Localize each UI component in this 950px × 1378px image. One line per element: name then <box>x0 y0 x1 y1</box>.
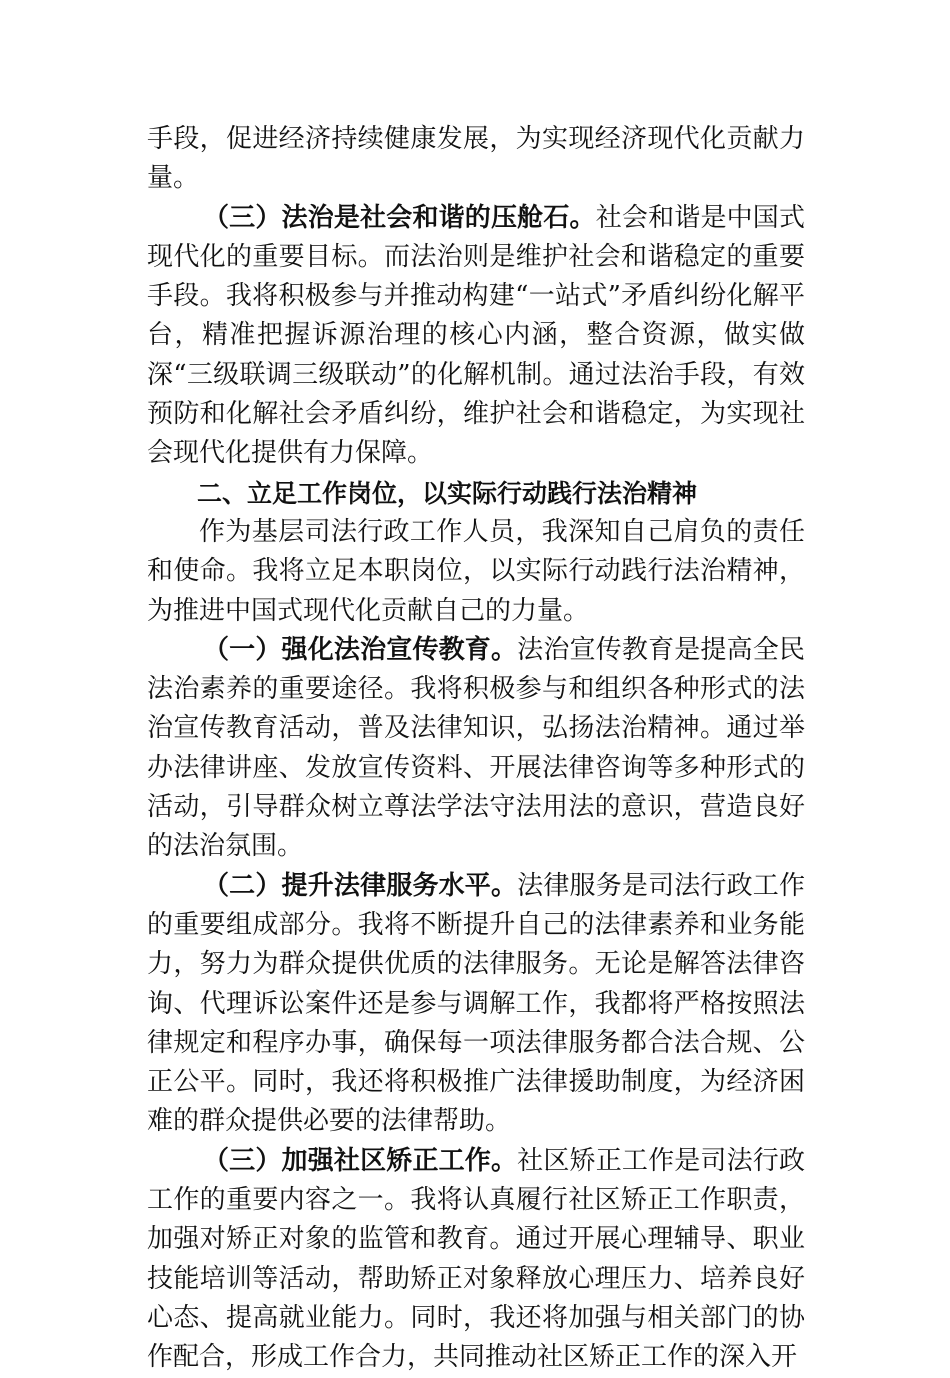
paragraph-text: 社会和谐是中国式现代化的重要目标。而法治则是维护社会和谐稳定的重要手段。我将积极参与并推动构建“一站式”矛盾纠纷化解平台，精准把握诉源治理的核心内涵，整合资源，做实做深“三级联调三级联动”的化解机制。通过法治手段，有效预防和化解社会矛盾纠纷，维护社会和谐稳定，为实现社会现代化提供有力保障。 <box>147 202 805 469</box>
paragraph-continued <box>147 120 805 199</box>
paragraph-text: 法治宣传教育是提高全民法治素养的重要途径。我将积极参与和组织各种形式的法治宣传教育活动，普及法律知识，弘扬法治精神。通过举办法律讲座、发放宣传资料、开展法律咨询等多种形式的活动，引导群众树立尊法学法守法用法的意识，营造良好的法治氛围。 <box>147 634 805 862</box>
paragraph-rule-of-law-harmony <box>147 199 805 474</box>
paragraph-text: 作为基层司法行政工作人员，我深知自己肩负的责任和使命。我将立足本职岗位，以实际行动践行法治精神，为推进中国式现代化贡献自己的力量。 <box>147 516 805 626</box>
paragraph-community-correction <box>147 1142 805 1378</box>
paragraph-text: 手段，促进经济持续健康发展，为实现经济现代化贡献力量。 <box>147 124 805 194</box>
paragraph-lead: （三）法治是社会和谐的压舱石。 <box>203 202 596 233</box>
paragraph-text: 社区矫正工作是司法行政工作的重要内容之一。我将认真履行社区矫正工作职责，加强对矫正对象的监管和教育。通过开展心理辅导、职业技能培训等活动，帮助矫正对象释放心理压力、培养良好心态、提高就业能力。同时，我还将加强与相关部门的协作配合，形成工作合力，共同推动社区矫正工作的深入开 <box>147 1145 805 1373</box>
paragraph-legal-services <box>147 867 805 1142</box>
document-body <box>147 120 805 1378</box>
paragraph-text: 法律服务是司法行政工作的重要组成部分。我将不断提升自己的法律素养和业务能力，努力为群众提供优质的法律服务。无论是解答法律咨询、代理诉讼案件还是参与调解工作，我都将严格按照法律规定和程序办事，确保每一项法律服务都合法合规、公正公平。同时，我还将积极推广法律援助制度，为经济困难的群众提供必要的法律帮助。 <box>147 870 805 1137</box>
paragraph-lead: （三）加强社区矫正工作。 <box>203 1145 518 1176</box>
section-heading-2: 二、立足工作岗位，以实际行动践行法治精神 <box>197 478 698 508</box>
paragraph-intro <box>147 513 805 631</box>
paragraph-lead: （一）强化法治宣传教育。 <box>203 634 518 665</box>
paragraph-legal-publicity <box>147 631 805 867</box>
paragraph-lead: （二）提升法律服务水平。 <box>203 870 518 901</box>
